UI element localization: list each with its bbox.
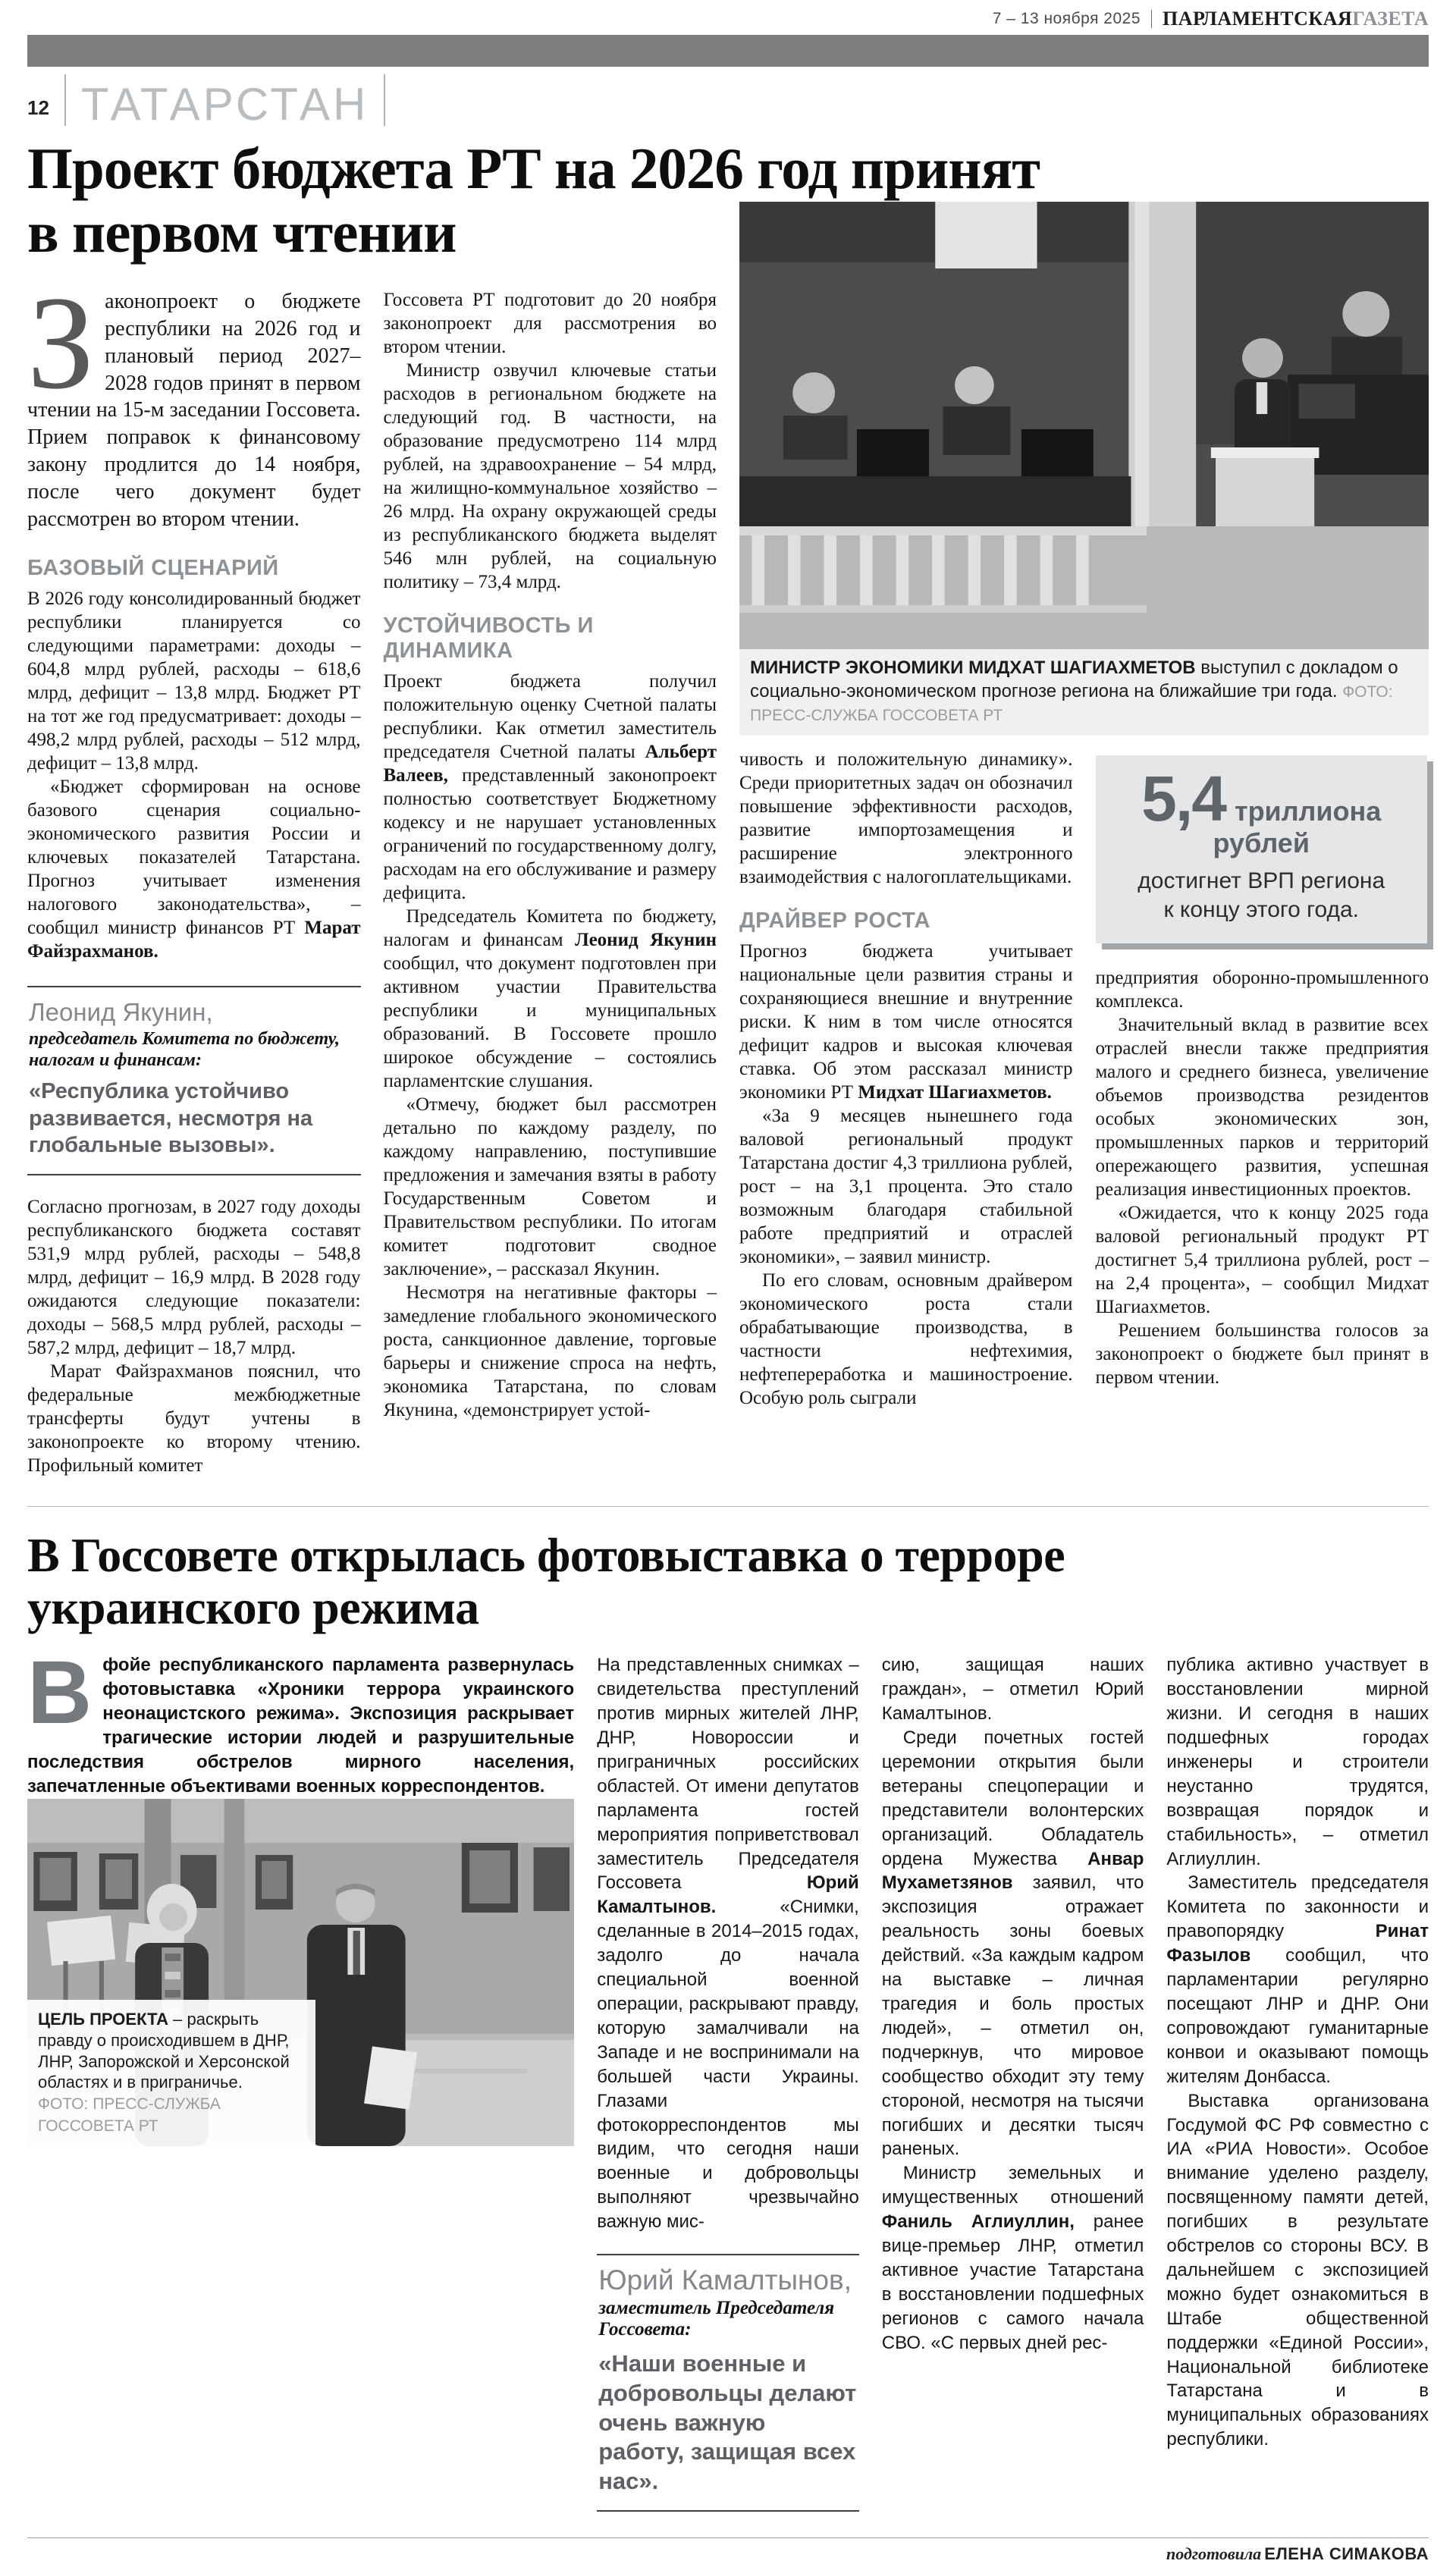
photo-credit: ФОТО: ПРЕСС-СЛУЖБА ГОССОВЕТА РТ xyxy=(750,683,1393,724)
body-paragraph: Выставка организована Госдумой ФС РФ совместно с ИА «РИА Новости». Особое внимание уделено разделу, посвященному памяти детей, погибших в результате обстрелов со стороны ВСУ. В дальнейшем с экспозицией можно будет ознакомиться в Штабе общественной поддержки «Единой России», Национальной библиотеке Татарстана и в муниципальных образованиях республики. xyxy=(1166,2090,1429,2450)
person-name: Мидхат Шагиахметов. xyxy=(858,1082,1052,1103)
grp-stat-box xyxy=(1096,755,1428,943)
person-name: Марат Файзрахманов. xyxy=(27,917,361,962)
pullquote-yakunin xyxy=(27,986,361,1176)
kicker-stability: УСТОЙЧИВОСТЬ И ДИНАМИКА xyxy=(383,614,594,664)
prepared-by-name: ЕЛЕНА СИМАКОВА xyxy=(1264,2544,1429,2563)
prepared-by-label: подготовила xyxy=(1166,2544,1262,2563)
body-paragraph: Марат Файзрахманов пояснил, что федеральные межбюджетные трансферты будут учтены в законопроекте ко второму чтению. Профильный комитет xyxy=(27,1361,361,1477)
exhibition-photo xyxy=(27,1799,574,2146)
body-paragraph: Заместитель председателя Комитета по законности и правопорядку Ринат Фазылов сообщил, что парламентарии регулярно посещают ЛНР и ДНР. Они сопровождают гуманитарные конвои и оказывают помощь жителям Донбасса. xyxy=(1166,1872,1429,2087)
body-paragraph: Министр земельных и имущественных отношений Фаниль Аглиуллин, ранее вице-премьер ЛНР, отметил активное участие Татарстана в восстановлении подшефных регионов с самого начала СВО. «С первых дней рес- xyxy=(881,2163,1144,2353)
body-paragraph: сию, защищая наших граждан», – отметил Юрий Камалтынов. xyxy=(881,1655,1144,1725)
vertical-rule xyxy=(64,74,66,126)
stat-unit: триллиона xyxy=(1234,796,1382,827)
masthead xyxy=(27,6,1429,32)
photo-credit: ФОТО: ПРЕСС-СЛУЖБА ГОССОВЕТА РТ xyxy=(38,2095,221,2136)
vertical-rule xyxy=(384,74,385,126)
quote-author: Леонид Якунин, xyxy=(29,997,213,1026)
body-paragraph: В 2026 году консолидированный бюджет республики планируется со следующими параметрами: доходы – 604,8 млрд рублей, расходы – 618,6 млрд, дефицит – 13,8 млрд. Бюджет РТ на тот же год предусматривает: доходы – 498,2 млрд рублей, расходы – 512 млрд, дефицит – 13,8 млрд. xyxy=(27,588,361,774)
headline-line2: украинского режима xyxy=(27,1580,479,1634)
dropcap-letter: В xyxy=(27,1643,93,1743)
expo-article xyxy=(27,1506,1429,2511)
masthead-divider xyxy=(1151,10,1152,28)
expo-left-block xyxy=(27,1643,575,2512)
issue-date: 7 – 13 ноября 2025 xyxy=(992,10,1141,27)
body-paragraph: «Ожидается, что к концу 2025 года валовой региональный продукт РТ достигнет 5,4 триллиона рублей, рост – на 2,4 процента», – сообщил Мидхат Шагиахметов. xyxy=(1095,1203,1429,1318)
expo-column-2 xyxy=(882,1653,1144,2512)
budget-article xyxy=(27,138,1429,1477)
brand-primary: ПАРЛАМЕНТСКАЯ xyxy=(1163,8,1353,30)
person-name: Юрий Камалтынов. xyxy=(597,1872,859,1918)
quote-author-role: председатель Комитета по бюджету, налогам и финансам: xyxy=(29,1028,340,1070)
newspaper-brand xyxy=(1163,8,1429,30)
person-name: Леонид Якунин xyxy=(575,930,717,951)
headline-line2: в первом чтении xyxy=(27,199,457,265)
body-paragraph: «Отмечу, бюджет был рассмотрен детально по каждому разделу, по каждому направлению, поступившие предложения и замечания взяты в работу Государственным Советом и Правительством республики. По итогам комитет подготовит сводное заключение», – рассказал Якунин. xyxy=(383,1094,717,1280)
section-title: ТАТАРСТАН xyxy=(80,79,369,130)
body-paragraph: Среди почетных гостей церемонии открытия были ветераны спецоперации и представители волонтерских организаций. Обладатель ордена Мужества Анвар Мухаметзянов заявил, что экспозиция отражает реальность зоны боевых действий. «За каждым кадром на выставке – личная трагедия и боль простых людей», – отметил он, подчеркнув, что мировое сообщество обходит эту тему стороной, несмотря на тысячи погибших и десятки тысяч раненых. xyxy=(881,1728,1144,2160)
kicker-base-scenario: БАЗОВЫЙ СЦЕНАРИЙ xyxy=(27,555,279,580)
person-name: Фаниль Аглиуллин, xyxy=(881,2211,1075,2233)
body-paragraph: Министр озвучил ключевые статьи расходов в региональном бюджете на следующий год. В частности, на образование предусмотрено 114 млрд рублей, на здравоохранение – 54 млрд, на жилищно-коммунальное хозяйство – 26 млрд. На охрану окружающей среды из республиканского бюджета выделят 546 млн рублей, на социальную политику – 73,4 млрд. xyxy=(383,360,717,593)
person-name: Альберт Валеев, xyxy=(383,742,717,786)
headline-line1: Проект бюджета РТ на 2026 год принят xyxy=(27,136,1040,201)
body-paragraph: «За 9 месяцев нынешнего года валовой региональный продукт Татарстана достиг 4,3 триллиона рублей, рост – на 3,1 процента. Это стало возможным благодаря стабильной работе предприятий и отраслей экономики», – заявил министр. xyxy=(739,1106,1073,1268)
lead-paragraph: Законопроект о бюджете республики на 2026 год и плановый период 2027– 2028 годов принят в первом чтении на 15-м заседании Госсовета. Прием поправок к финансовому закону продлится до 14 ноября, после чего документ будет рассмотрен во втором чтении. xyxy=(27,269,361,531)
quote-text: «Наши военные и добровольцы делают очень важную работу, защищая всех нас». xyxy=(598,2350,857,2495)
stat-description: достигнет ВРП региона к концу этого года. xyxy=(1138,868,1385,922)
caption-lead-in: МИНИСТР ЭКОНОМИКИ МИДХАТ ШАГИАХМЕТОВ xyxy=(750,657,1196,679)
pullquote-kamaltynov xyxy=(597,2254,859,2512)
body-paragraph: Проект бюджета получил положительную оценку Счетной палаты республики. Как отметил заместитель председателя Счетной палаты Альберт Валеев, представленный законопроект полностью соответствует Бюджетному кодексу и не нарушает установленных ограничений по государственному долгу, расходам на его обслуживание и размеру дефицита. xyxy=(383,671,717,904)
expo-column-3 xyxy=(1166,1653,1429,2512)
session-photo xyxy=(739,202,1429,649)
expo-column-1 xyxy=(597,1653,859,2512)
stat-value: 5,4 xyxy=(1141,763,1225,835)
session-photo-graphic xyxy=(739,202,1429,649)
page-number: 12 xyxy=(27,96,49,119)
person-name: Ринат Фазылов xyxy=(1166,1921,1429,1966)
brand-secondary: ГАЗЕТА xyxy=(1352,8,1429,30)
body-paragraph: Председатель Комитета по бюджету, налогам и финансам Леонид Якунин сообщил, что документ подготовлен при активном участии Правительства республики и муниципальных образований. В Госсовете прошло широкое обсуждение – состоялись парламентские слушания. xyxy=(383,906,717,1092)
section-header xyxy=(27,67,1429,130)
body-paragraph: Прогноз бюджета учитывает национальные цели развития страны и сохраняющиеся внешние и внутренние риски. К ним в том числе относятся дефицит кадров и высокая ключевая ставка. Об этом рассказал министр экономики РТ Мидхат Шагиахметов. xyxy=(739,941,1073,1103)
body-paragraph: публика активно участвует в восстановлении мирной жизни. И сегодня в наших подшефных городах инженеры и строители неустанно трудятся, возвращая порядок и стабильность», – отметил Аглиуллин. xyxy=(1166,1655,1429,1869)
article-column-2 xyxy=(384,288,717,1477)
kicker-growth-driver: ДРАЙВЕР РОСТА xyxy=(739,909,930,934)
quote-author-role: заместитель Председателя Госсовета: xyxy=(598,2298,835,2340)
article-column-1 xyxy=(27,269,361,1477)
body-paragraph: На представленных снимках – свидетельства преступлений против мирных жителей ЛНР, ДНР, Новороссии и приграничных российских областей. От имени депутатов парламента гостей мероприятия поприветствовал заместитель Председателя Госсовета Юрий Камалтынов. «Снимки, сделанные в 2014–2015 годах, задолго до начала специальной военной операции, раскрывают правду, которую замалчивали на Западе и не воспринимали на большей части Украины. Глазами фотокорреспондентов мы видим, что сегодня наши военные и добровольцы выполняют чрезвычайно важную мис- xyxy=(597,1655,859,2233)
body-paragraph: Несмотря на негативные факторы – замедление глобального экономического роста, санкционное давление, торговые барьеры и снижение спроса на нефть, экономика Татарстана, по словам Якунина, «демонстрирует устой- xyxy=(383,1282,717,1421)
body-paragraph: Госсовета РТ подготовит до 20 ноября законопроект для рассмотрения во втором чтении. xyxy=(383,290,717,358)
caption-lead-in: ЦЕЛЬ ПРОЕКТА xyxy=(38,2009,169,2029)
body-paragraph: Значительный вклад в развитие всех отраслей внесли также предприятия малого и среднего бизнеса, увеличение объемов производства резидентов особых экономических зон, промышленных парков и территорий опережающего развития, успешная реализация инвестиционных проектов. xyxy=(1095,1015,1429,1200)
photo-caption: ЦЕЛЬ ПРОЕКТА – раскрыть правду о происходившем в ДНР, ЛНР, Запорожской и Херсонской областях и в приграничье. ФОТО: ПРЕСС-СЛУЖБА ГОССОВЕТА РТ xyxy=(27,2000,315,2146)
lead-paragraph: В фойе республиканского парламента развернулась фотовыставка «Хроники террора украинского неонацистского режима». Экспозиция раскрывает трагические истории людей и разрушительные последствия обстрелов мирного населения, запечатленные объективами военных корреспондентов. xyxy=(27,1643,575,1797)
article-column-3 xyxy=(739,748,1073,1410)
photo-caption: МИНИСТР ЭКОНОМИКИ МИДХАТ ШАГИАХМЕТОВ выступил с докладом о социально-экономическом прогнозе региона на ближайшие три года. ФОТО: ПРЕСС-СЛУЖБА ГОССОВЕТА РТ xyxy=(739,649,1429,736)
body-paragraph: чивость и положительную динамику». Среди приоритетных задач он обозначил повышение эффективности расходов, развитие импортозамещения и расширение электронного взаимодействия с налогоплательщиками. xyxy=(739,749,1073,888)
page-footer xyxy=(27,2537,1429,2564)
article-column-4 xyxy=(1096,748,1429,1410)
stat-unit: рублей xyxy=(1213,827,1310,859)
body-paragraph: «Бюджет сформирован на основе базового сценария социально-экономического развития России и ключевых показателей Татарстана. Прогноз учитывает изменения налогового законодательства», – сообщил министр финансов РТ Марат Файзрахманов. xyxy=(27,776,361,962)
body-paragraph: Согласно прогнозам, в 2027 году доходы республиканского бюджета составят 531,9 млрд рублей, расходы – 548,8 млрд, дефицит – 16,9 млрд. В 2028 году ожидаются следующие показатели: доходы – 568,5 млрд рублей, расходы – 587,2 млрд, дефицит – 18,7 млрд. xyxy=(27,1197,361,1359)
headline-line1: В Госсовете открылась фотовыставка о терроре xyxy=(27,1528,1065,1583)
body-paragraph: По его словам, основным драйвером экономического роста стали обрабатывающие производства, в частности нефтехимия, нефтепереработка и машиностроение. Особую роль сыграли xyxy=(739,1270,1073,1409)
top-gray-bar xyxy=(27,35,1429,67)
body-paragraph: предприятия оборонно-промышленного комплекса. xyxy=(1095,968,1429,1012)
dropcap-letter: З xyxy=(27,269,95,418)
person-name: Анвар Мухаметзянов xyxy=(881,1848,1144,1894)
body-paragraph: Решением большинства голосов за законопроект о бюджете был принят в первом чтении. xyxy=(1095,1320,1429,1389)
quote-author: Юрий Камалтынов, xyxy=(598,2264,852,2296)
quote-text: «Республика устойчиво развивается, несмотря на глобальные вызовы». xyxy=(29,1079,313,1157)
